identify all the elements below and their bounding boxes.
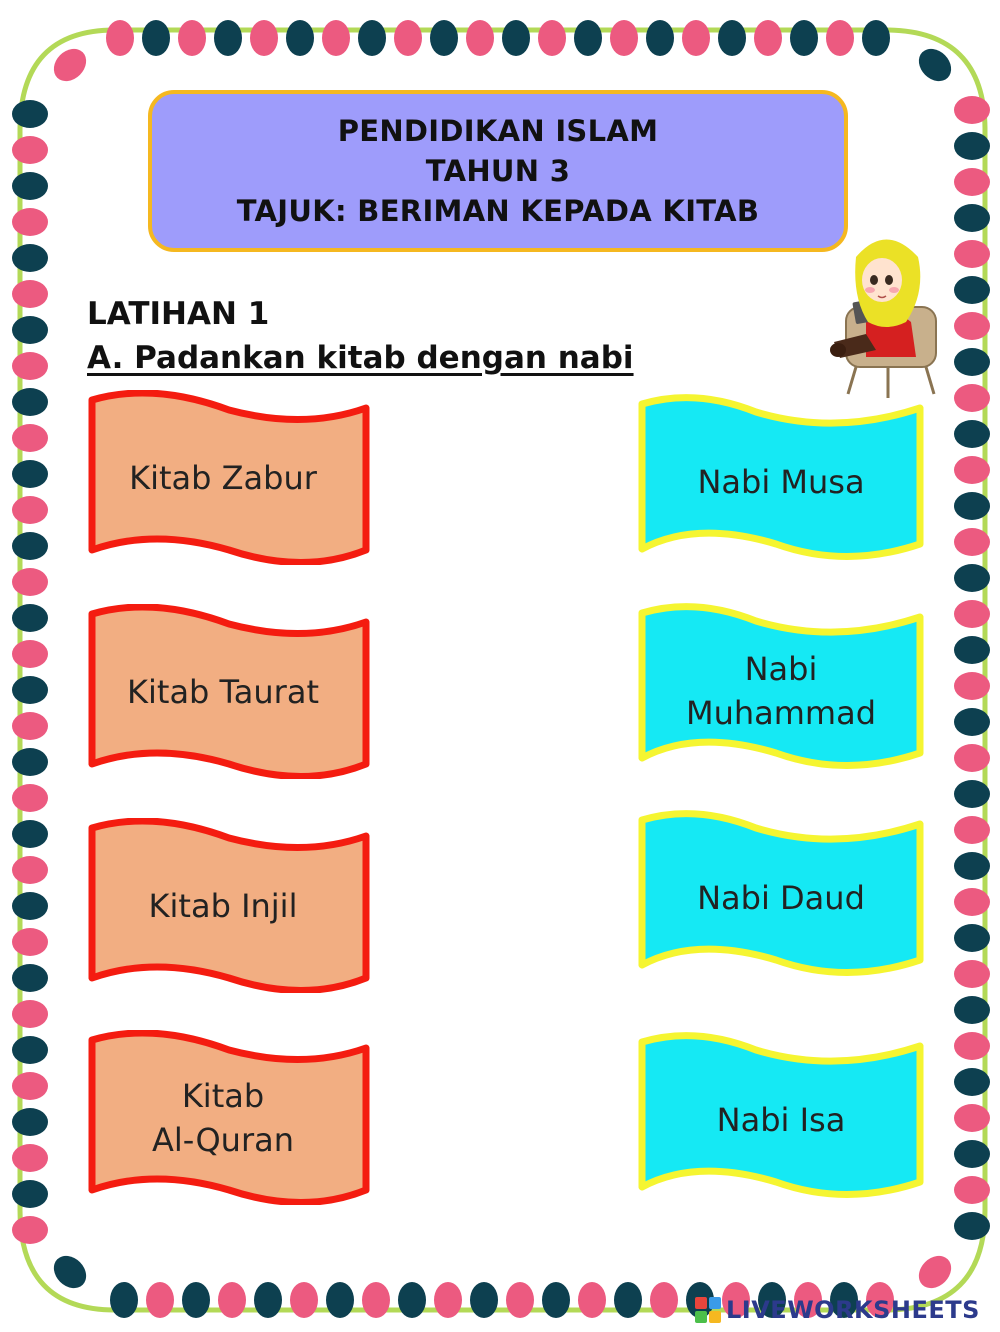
frame-dot xyxy=(954,780,990,808)
frame-dot xyxy=(358,20,386,56)
frame-dot xyxy=(954,96,990,124)
frame-dot xyxy=(12,784,48,812)
prophet-label: Nabi Muhammad xyxy=(685,649,877,732)
frame-dot xyxy=(954,348,990,376)
frame-dot xyxy=(954,1140,990,1168)
book-label: Kitab Zabur xyxy=(129,458,317,497)
frame-dot xyxy=(954,600,990,628)
frame-dot xyxy=(12,964,48,992)
frame-dot xyxy=(434,1282,462,1318)
frame-dot xyxy=(826,20,854,56)
frame-dot xyxy=(12,1180,48,1208)
frame-dot xyxy=(12,892,48,920)
frame-dot xyxy=(12,388,48,416)
frame-dot xyxy=(954,456,990,484)
frame-dot xyxy=(12,280,48,308)
frame-dot xyxy=(12,1216,48,1244)
girl-reading-illustration xyxy=(826,222,946,402)
frame-dot xyxy=(12,640,48,668)
book-card-zabur[interactable] xyxy=(84,390,374,565)
frame-dot xyxy=(954,744,990,772)
frame-dot xyxy=(954,240,990,268)
frame-dot xyxy=(12,1036,48,1064)
frame-dot xyxy=(218,1282,246,1318)
frame-dot xyxy=(214,20,242,56)
frame-dot xyxy=(954,636,990,664)
book-label: Kitab Taurat xyxy=(127,672,319,711)
frame-dot xyxy=(954,816,990,844)
frame-dot xyxy=(12,460,48,488)
book-label: Kitab Injil xyxy=(148,886,298,925)
frame-dot xyxy=(12,568,48,596)
book-card-alquran[interactable] xyxy=(84,1030,374,1205)
frame-dot xyxy=(506,1282,534,1318)
frame-dot xyxy=(394,20,422,56)
frame-dot xyxy=(610,20,638,56)
frame-dot xyxy=(12,208,48,236)
frame-dot xyxy=(954,1032,990,1060)
frame-dot xyxy=(954,312,990,340)
prophet-card-muhammad[interactable] xyxy=(636,603,926,778)
frame-dot xyxy=(12,748,48,776)
exercise-instruction: A. Padankan kitab dengan nabi xyxy=(87,340,634,376)
frame-dot xyxy=(954,1104,990,1132)
frame-dot xyxy=(912,1249,957,1294)
frame-dot xyxy=(542,1282,570,1318)
frame-dot xyxy=(178,20,206,56)
frame-dot xyxy=(12,820,48,848)
liveworksheets-watermark xyxy=(694,1296,980,1324)
frame-dot xyxy=(430,20,458,56)
frame-dot xyxy=(574,20,602,56)
frame-dot xyxy=(12,352,48,380)
frame-dot xyxy=(290,1282,318,1318)
frame-dot xyxy=(650,1282,678,1318)
frame-dot xyxy=(12,316,48,344)
frame-dot xyxy=(646,20,674,56)
book-label: Kitab Al-Quran xyxy=(151,1076,294,1159)
frame-dot xyxy=(12,856,48,884)
frame-dot xyxy=(326,1282,354,1318)
frame-dot xyxy=(182,1282,210,1318)
frame-dot xyxy=(954,132,990,160)
frame-dot xyxy=(12,712,48,740)
exercise-title: LATIHAN 1 xyxy=(87,296,270,332)
frame-dot xyxy=(47,1249,92,1294)
frame-dot xyxy=(12,1144,48,1172)
frame-dot xyxy=(362,1282,390,1318)
frame-dot xyxy=(322,20,350,56)
frame-dot xyxy=(790,20,818,56)
frame-dot xyxy=(954,960,990,988)
frame-dot xyxy=(954,420,990,448)
frame-dot xyxy=(954,852,990,880)
frame-dot xyxy=(12,100,48,128)
frame-dot xyxy=(682,20,710,56)
frame-dot xyxy=(12,496,48,524)
frame-dot xyxy=(12,928,48,956)
frame-dot xyxy=(578,1282,606,1318)
frame-dot xyxy=(954,384,990,412)
prophet-label: Nabi Musa xyxy=(697,462,865,501)
frame-dot xyxy=(470,1282,498,1318)
frame-dot xyxy=(12,532,48,560)
book-card-taurat[interactable] xyxy=(84,604,374,779)
liveworksheets-logo-icon xyxy=(694,1296,722,1324)
frame-dot xyxy=(398,1282,426,1318)
prophet-card-musa[interactable] xyxy=(636,394,926,569)
frame-dot xyxy=(12,424,48,452)
frame-dot xyxy=(954,1176,990,1204)
frame-dot xyxy=(754,20,782,56)
frame-dot xyxy=(142,20,170,56)
frame-dot xyxy=(146,1282,174,1318)
frame-dot xyxy=(954,528,990,556)
frame-dot xyxy=(106,20,134,56)
subject-title: PENDIDIKAN ISLAM xyxy=(337,114,659,148)
prophet-card-isa[interactable] xyxy=(636,1032,926,1207)
frame-dot xyxy=(862,20,890,56)
title-banner xyxy=(148,90,848,252)
frame-dot xyxy=(614,1282,642,1318)
frame-dot xyxy=(12,1108,48,1136)
frame-dot xyxy=(110,1282,138,1318)
watermark-text: LIVEWORKSHEETS xyxy=(726,1296,980,1324)
frame-dot xyxy=(250,20,278,56)
frame-dot xyxy=(12,676,48,704)
prophet-label: Nabi Daud xyxy=(697,878,865,917)
frame-dot xyxy=(502,20,530,56)
prophet-card-daud[interactable] xyxy=(636,810,926,985)
frame-dot xyxy=(954,708,990,736)
frame-dot xyxy=(286,20,314,56)
year-title: TAHUN 3 xyxy=(425,154,571,188)
frame-dot xyxy=(954,888,990,916)
frame-dot xyxy=(12,244,48,272)
frame-dot xyxy=(12,172,48,200)
frame-dot xyxy=(954,672,990,700)
frame-dot xyxy=(954,924,990,952)
frame-dot xyxy=(718,20,746,56)
frame-dot xyxy=(538,20,566,56)
frame-dot xyxy=(954,492,990,520)
frame-dot xyxy=(954,1212,990,1240)
frame-dot xyxy=(12,136,48,164)
frame-dot xyxy=(466,20,494,56)
frame-dot xyxy=(12,604,48,632)
frame-dot xyxy=(954,564,990,592)
book-card-injil[interactable] xyxy=(84,818,374,993)
frame-dot xyxy=(954,276,990,304)
frame-dot xyxy=(954,204,990,232)
prophet-label: Nabi Isa xyxy=(716,1100,846,1139)
topic-title: TAJUK: BERIMAN KEPADA KITAB xyxy=(236,194,760,228)
frame-dot xyxy=(12,1072,48,1100)
frame-dot xyxy=(954,1068,990,1096)
frame-dot xyxy=(954,996,990,1024)
frame-dot xyxy=(954,168,990,196)
frame-dot xyxy=(254,1282,282,1318)
frame-dot xyxy=(12,1000,48,1028)
